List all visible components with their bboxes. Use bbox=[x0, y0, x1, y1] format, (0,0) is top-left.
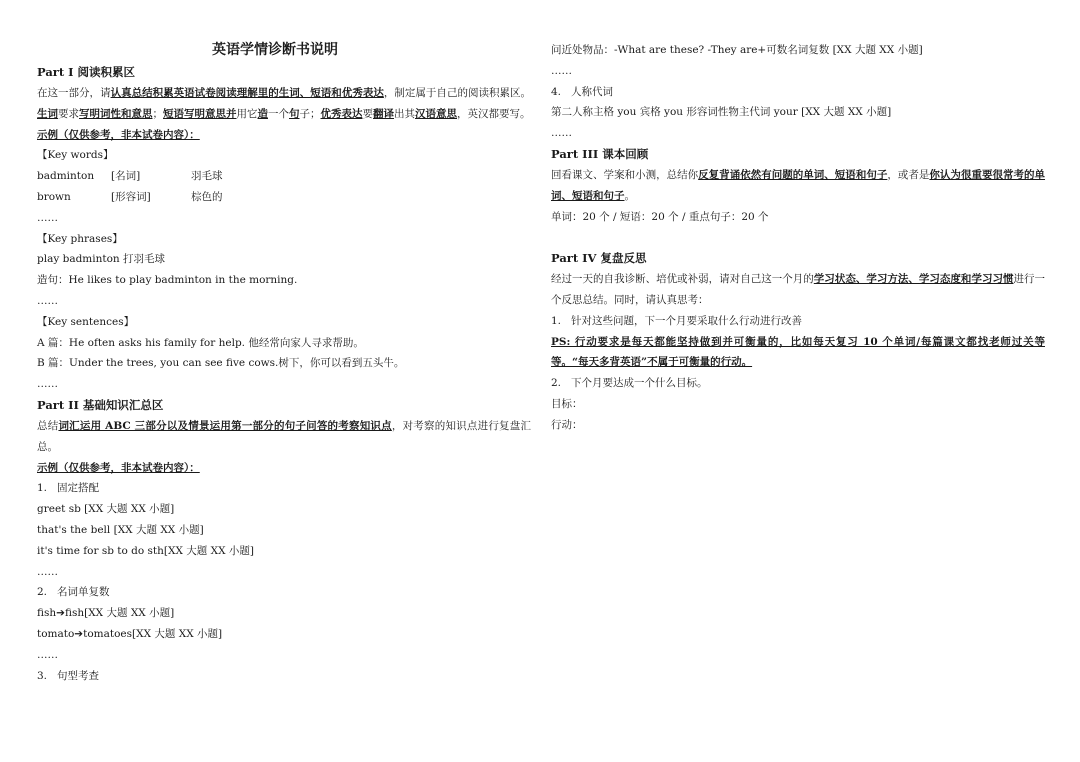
ellipsis: …… bbox=[37, 378, 58, 391]
key-phrases-heading: 【Key phrases】 bbox=[37, 232, 123, 245]
ellipsis: …… bbox=[37, 648, 58, 661]
text-run: 回看课文、学案和小测，总结你 bbox=[551, 168, 699, 181]
text-run: 用它 bbox=[236, 107, 258, 120]
text-run: 总结 bbox=[37, 419, 59, 432]
text-run: 优秀表达 bbox=[320, 107, 363, 120]
text-run: 在这一部分，请 bbox=[37, 87, 111, 99]
text-run: 要求 bbox=[58, 107, 79, 120]
list-item: that's the bell [XX 大题 XX 小题] bbox=[37, 523, 204, 536]
key-word-meaning: 棕色的 bbox=[191, 190, 223, 203]
text-run: ，制定属于自己的阅读积累区。 bbox=[383, 87, 532, 99]
text-run: 句 bbox=[289, 107, 300, 120]
part2-example-label: 示例（仅供参考，非本试卷内容）： bbox=[37, 461, 200, 474]
text-run: 翻译 bbox=[373, 107, 394, 120]
key-word-pos: [名词] bbox=[111, 170, 141, 183]
part2-intro bbox=[37, 416, 531, 458]
text-run: 生词 bbox=[37, 107, 58, 120]
key-sentence-a: A 篇：He often asks his family for help. 他经常向家人寻求帮助。 bbox=[37, 336, 364, 349]
question-1: 1. 针对这些问题，下一个月要采取什么行动进行改善 bbox=[551, 314, 802, 327]
subsection-3: 3. 句型考查 bbox=[37, 669, 99, 682]
part1-intro bbox=[37, 83, 531, 125]
key-word-meaning: 羽毛球 bbox=[191, 170, 223, 183]
subsection-4: 4. 人称代词 bbox=[551, 85, 613, 98]
ellipsis: …… bbox=[551, 127, 572, 140]
left-column bbox=[37, 38, 531, 686]
key-sentence-b: B 篇：Under the trees, you can see five cows.树下，你可以看到五头牛。 bbox=[37, 357, 405, 370]
key-phrase-sentence: 造句：He likes to play badminton in the morning. bbox=[37, 274, 298, 287]
key-word-row bbox=[37, 166, 531, 187]
subsection-1: 1. 固定搭配 bbox=[37, 482, 99, 495]
text-run: 。 bbox=[624, 189, 635, 202]
part3-counts: 单词：20 个 / 短语：20 个 / 重点句子：20 个 bbox=[551, 210, 769, 223]
text-run: 你认为很重要很常考的单词、短语和句子 bbox=[551, 168, 1046, 202]
text-run: 出其 bbox=[394, 107, 415, 120]
text-run: 词汇运用 ABC 三部分以及情景运用第一部分的句子问答的考察知识点 bbox=[58, 419, 392, 432]
question-2: 2. 下个月要达成一个什么目标。 bbox=[551, 377, 708, 390]
text-run: 造 bbox=[257, 107, 268, 120]
list-item: it's time for sb to do sth[XX 大题 XX 小题] bbox=[37, 544, 255, 557]
key-word: brown bbox=[37, 190, 71, 203]
part1-heading: Part I 阅读积累区 bbox=[37, 65, 136, 79]
key-words-heading: 【Key words】 bbox=[37, 149, 114, 162]
key-word-row bbox=[37, 187, 531, 208]
right-column bbox=[551, 40, 1045, 436]
text-run: 短语写明意思并 bbox=[163, 107, 237, 120]
ellipsis: …… bbox=[37, 211, 58, 224]
text-run: 进行一个反思总结。同时，请认真思考： bbox=[551, 273, 1046, 306]
key-word: badminton bbox=[37, 170, 95, 183]
text-run: 要 bbox=[362, 107, 373, 120]
text-run: ，对考察的知识点进行复盘汇总。 bbox=[37, 419, 531, 453]
key-phrase: play badminton 打羽毛球 bbox=[37, 253, 166, 266]
ellipsis: …… bbox=[37, 294, 58, 307]
list-item: tomato➔tomatoes[XX 大题 XX 小题] bbox=[37, 627, 223, 640]
text-run: 一个 bbox=[268, 107, 289, 120]
list-item: greet sb [XX 大题 XX 小题] bbox=[37, 503, 175, 516]
text-run: 汉语意思 bbox=[415, 107, 457, 120]
part2-heading: Part II 基础知识汇总区 bbox=[37, 397, 164, 412]
list-item: fish➔fish[XX 大题 XX 小题] bbox=[37, 607, 175, 620]
text-run: 反复背诵依然有问题的单词、短语和句子 bbox=[698, 168, 888, 181]
part4-heading: Part IV 复盘反思 bbox=[551, 251, 647, 266]
list-item: 问近处物品：-What are these? -They are+可数名词复数 [XX 大题 XX 小题] bbox=[551, 44, 923, 56]
key-sentences-heading: 【Key sentences】 bbox=[37, 315, 135, 328]
text-run: 写明词性和意思 bbox=[79, 107, 153, 120]
text-run: 认真总结积累英语试卷阅读理解里的生词、短语和优秀表达 bbox=[110, 87, 384, 99]
action-label: 行动： bbox=[551, 418, 583, 431]
text-run: 经过一天的自我诊断、培优或补弱，请对自己这一个月的 bbox=[551, 273, 814, 286]
text-run: ，英汉都要写。 bbox=[457, 107, 531, 120]
page-title: 英语学情诊断书说明 bbox=[212, 42, 338, 58]
ellipsis: …… bbox=[551, 64, 572, 77]
text-run: 子； bbox=[299, 107, 321, 120]
list-item: 第二人称主格 you 宾格 you 形容词性物主代词 your [XX 大题 XX 小题] bbox=[551, 106, 892, 119]
goal-label: 目标： bbox=[551, 397, 583, 410]
ellipsis: …… bbox=[37, 565, 58, 578]
part4-intro bbox=[551, 269, 1045, 311]
subsection-2: 2. 名词单复数 bbox=[37, 586, 110, 599]
ps-note: PS: 行动要求是每天都能坚持做到并可衡量的，比如每天复习 10 个单词/每篇课文都找老师过关等等。“每天多背英语”不属于可衡量的行动。 bbox=[551, 335, 1045, 369]
part1-example-label: 示例（仅供参考，非本试卷内容）： bbox=[37, 128, 200, 141]
key-word-pos: [形容词] bbox=[111, 190, 151, 203]
part3-heading: Part III 课本回顾 bbox=[551, 146, 649, 161]
text-run: ，或者是 bbox=[887, 168, 930, 181]
part3-intro bbox=[551, 165, 1045, 207]
text-run: 学习状态、学习方法、学习态度和学习习惯 bbox=[813, 273, 1014, 286]
text-run: ； bbox=[152, 107, 163, 120]
